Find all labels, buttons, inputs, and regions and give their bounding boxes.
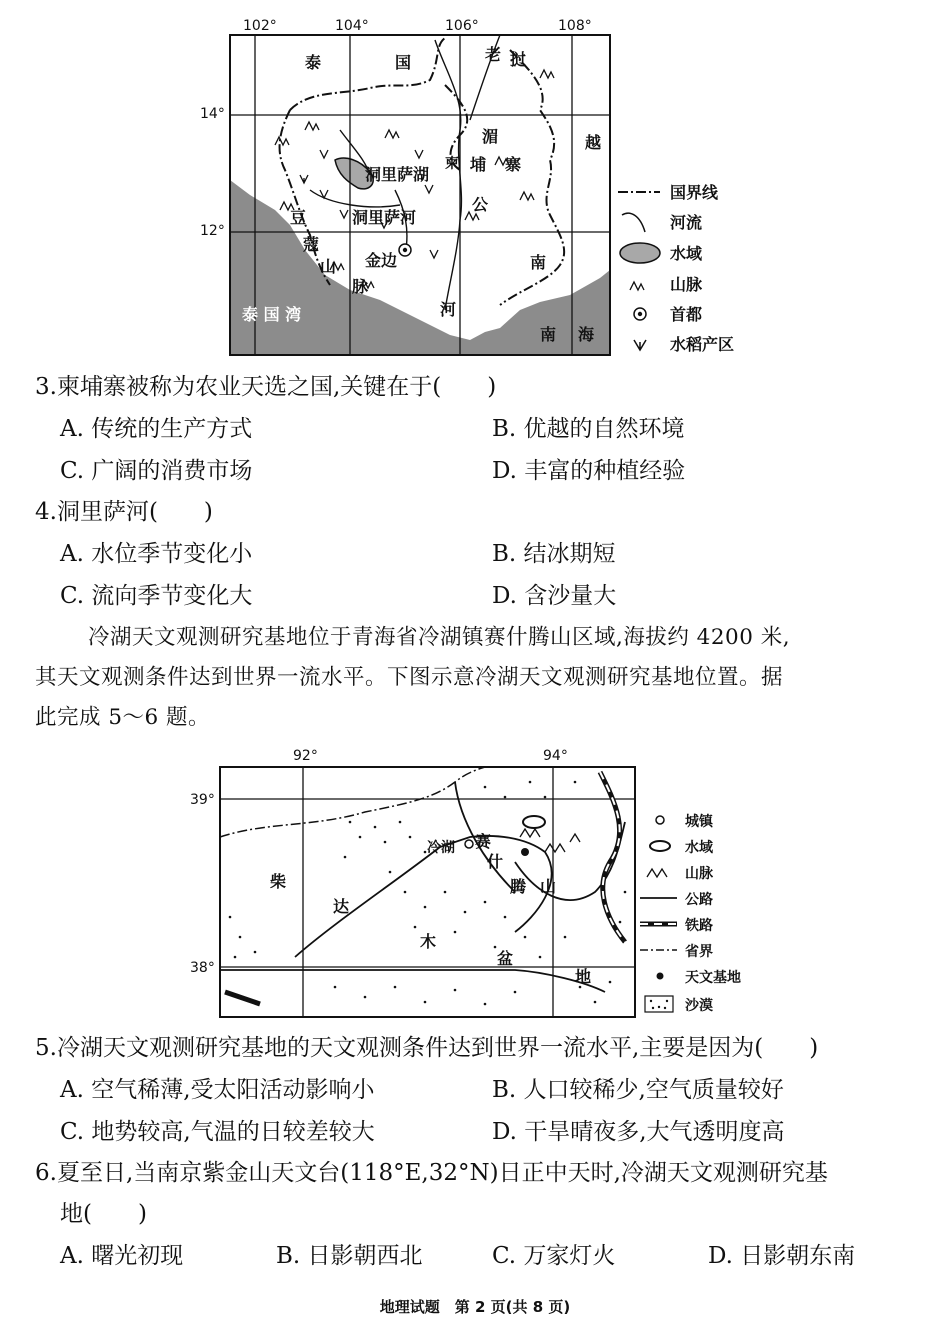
passage-line-3: 此完成 5～6 题。 bbox=[35, 705, 211, 730]
map-frame bbox=[230, 35, 610, 355]
lon-label-104: 104° bbox=[335, 18, 369, 34]
label-south-2: 南 bbox=[540, 325, 557, 344]
legend-mountain2: 山脉 bbox=[685, 866, 713, 882]
label-qaidam-1: 柴 bbox=[270, 872, 287, 891]
label-sai: 赛 bbox=[475, 832, 492, 851]
lat-label-14: 14° bbox=[200, 106, 225, 122]
legend-town: 城镇 bbox=[685, 814, 713, 830]
q6-option-c[interactable]: C. 万家灯火 bbox=[492, 1243, 616, 1269]
desert-dots bbox=[229, 781, 627, 1006]
cambodia-map bbox=[200, 10, 760, 360]
q4-option-c[interactable]: C. 流向季节变化大 bbox=[60, 583, 253, 609]
label-shi: 什 bbox=[487, 852, 504, 871]
label-thai-1: 泰 bbox=[305, 53, 322, 72]
label-south-1: 南 bbox=[530, 253, 547, 272]
legend-river: 河流 bbox=[670, 213, 703, 232]
label-cardamom-4: 脉 bbox=[352, 277, 369, 296]
label-teng: 腾 bbox=[510, 877, 527, 896]
lon-label-94: 94° bbox=[543, 748, 568, 764]
label-qaidam-3: 木 bbox=[420, 932, 437, 951]
label-cardamom-1: 豆 bbox=[290, 208, 307, 227]
legend-railway: 铁路 bbox=[685, 918, 713, 934]
q5-option-c[interactable]: C. 地势较高,气温的日较差较大 bbox=[60, 1119, 375, 1145]
q3-option-c[interactable]: C. 广阔的消费市场 bbox=[60, 458, 253, 484]
lon-label-108: 108° bbox=[558, 18, 592, 34]
observatory-symbol bbox=[521, 848, 529, 856]
label-cambodia-3: 寨 bbox=[505, 155, 522, 174]
q6-option-a[interactable]: A. 曙光初现 bbox=[60, 1243, 184, 1269]
q5-stem: 5.冷湖天文观测研究基地的天文观测条件达到世界一流水平,主要是因为( ) bbox=[35, 1035, 819, 1061]
q4-option-a[interactable]: A. 水位季节变化小 bbox=[60, 541, 253, 567]
map2-frame bbox=[220, 767, 635, 1017]
legend-desert: 沙漠 bbox=[685, 998, 713, 1014]
q6-option-d[interactable]: D. 日影朝东南 bbox=[708, 1243, 856, 1269]
label-qaidam-4: 盆 bbox=[497, 949, 514, 968]
label-laos-1: 老 bbox=[485, 45, 502, 64]
label-shan: 山 bbox=[540, 877, 557, 896]
label-mekong-3: 河 bbox=[440, 300, 457, 319]
lon-label-102: 102° bbox=[243, 18, 277, 34]
q4-option-b[interactable]: B. 结冰期短 bbox=[492, 541, 616, 567]
q5-option-b[interactable]: B. 人口较稀少,空气质量较好 bbox=[492, 1077, 784, 1103]
lat-label-39: 39° bbox=[190, 792, 215, 808]
passage-line-2: 其天文观测条件达到世界一流水平。下图示意冷湖天文观测研究基地位置。据 bbox=[35, 665, 784, 690]
label-viet: 越 bbox=[585, 133, 602, 152]
legend-water: 水域 bbox=[670, 244, 703, 263]
legend-water2: 水域 bbox=[685, 840, 713, 856]
label-gulf: 泰 国 湾 bbox=[242, 305, 302, 324]
label-capital: 金边 bbox=[365, 251, 398, 270]
legend-capital: 首都 bbox=[670, 305, 703, 324]
q3-stem: 3.柬埔寨被称为农业天选之国,关键在于( ) bbox=[35, 374, 497, 400]
label-mekong-1: 湄 bbox=[482, 127, 499, 146]
page-footer: 地理试题 第 2 页(共 8 页) bbox=[379, 1298, 571, 1316]
lat-label-38: 38° bbox=[190, 960, 215, 976]
q3-option-d[interactable]: D. 丰富的种植经验 bbox=[492, 458, 686, 484]
legend-road: 公路 bbox=[685, 892, 713, 908]
lenghu-map bbox=[185, 742, 775, 1027]
label-cardamom-2: 蔻 bbox=[303, 235, 320, 254]
label-lenghu: 冷湖 bbox=[427, 840, 455, 856]
q5-option-d[interactable]: D. 干旱晴夜多,大气透明度高 bbox=[492, 1119, 785, 1145]
label-qaidam-2: 达 bbox=[333, 897, 350, 916]
legend-province: 省界 bbox=[685, 944, 713, 960]
q5-option-a[interactable]: A. 空气稀薄,受太阳活动影响小 bbox=[60, 1077, 375, 1103]
label-thai-2: 国 bbox=[395, 53, 412, 72]
q6-option-b[interactable]: B. 日影朝西北 bbox=[276, 1243, 423, 1269]
lenghu-town-symbol bbox=[465, 840, 473, 848]
lon-label-92: 92° bbox=[293, 748, 318, 764]
label-mekong-2: 公 bbox=[472, 195, 489, 214]
label-tonle-sap-river: 洞里萨河 bbox=[352, 208, 417, 227]
legend-border: 国界线 bbox=[670, 183, 719, 202]
label-cardamom-3: 山 bbox=[320, 257, 337, 276]
lat-label-12: 12° bbox=[200, 223, 225, 239]
legend-observatory: 天文基地 bbox=[685, 970, 741, 986]
q4-option-d[interactable]: D. 含沙量大 bbox=[492, 583, 617, 609]
lon-label-106: 106° bbox=[445, 18, 479, 34]
map1-legend bbox=[618, 183, 734, 354]
map2-legend bbox=[640, 813, 741, 1014]
passage-line-1: 冷湖天文观测研究基地位于青海省冷湖镇赛什腾山区域,海拔约 4200 米, bbox=[88, 625, 791, 650]
legend-rice: 水稻产区 bbox=[670, 335, 735, 354]
q6-stem-line-2: 地( ) bbox=[60, 1201, 147, 1227]
q4-stem: 4.洞里萨河( ) bbox=[35, 499, 213, 525]
label-qaidam-5: 地 bbox=[575, 967, 592, 986]
label-laos-2: 挝 bbox=[510, 50, 527, 69]
label-south-3: 海 bbox=[578, 325, 595, 344]
label-tonle-sap-lake: 洞里萨湖 bbox=[365, 165, 430, 184]
label-cambodia-2: 埔 bbox=[470, 155, 487, 174]
q3-option-b[interactable]: B. 优越的自然环境 bbox=[492, 416, 685, 442]
q6-stem-line-1: 6.夏至日,当南京紫金山天文台(118°E,32°N)日正中天时,冷湖天文观测研究基 bbox=[35, 1160, 828, 1186]
legend-mountain: 山脉 bbox=[670, 275, 703, 294]
label-cambodia-1: 柬 bbox=[445, 156, 459, 172]
q3-option-a[interactable]: A. 传统的生产方式 bbox=[60, 416, 253, 442]
